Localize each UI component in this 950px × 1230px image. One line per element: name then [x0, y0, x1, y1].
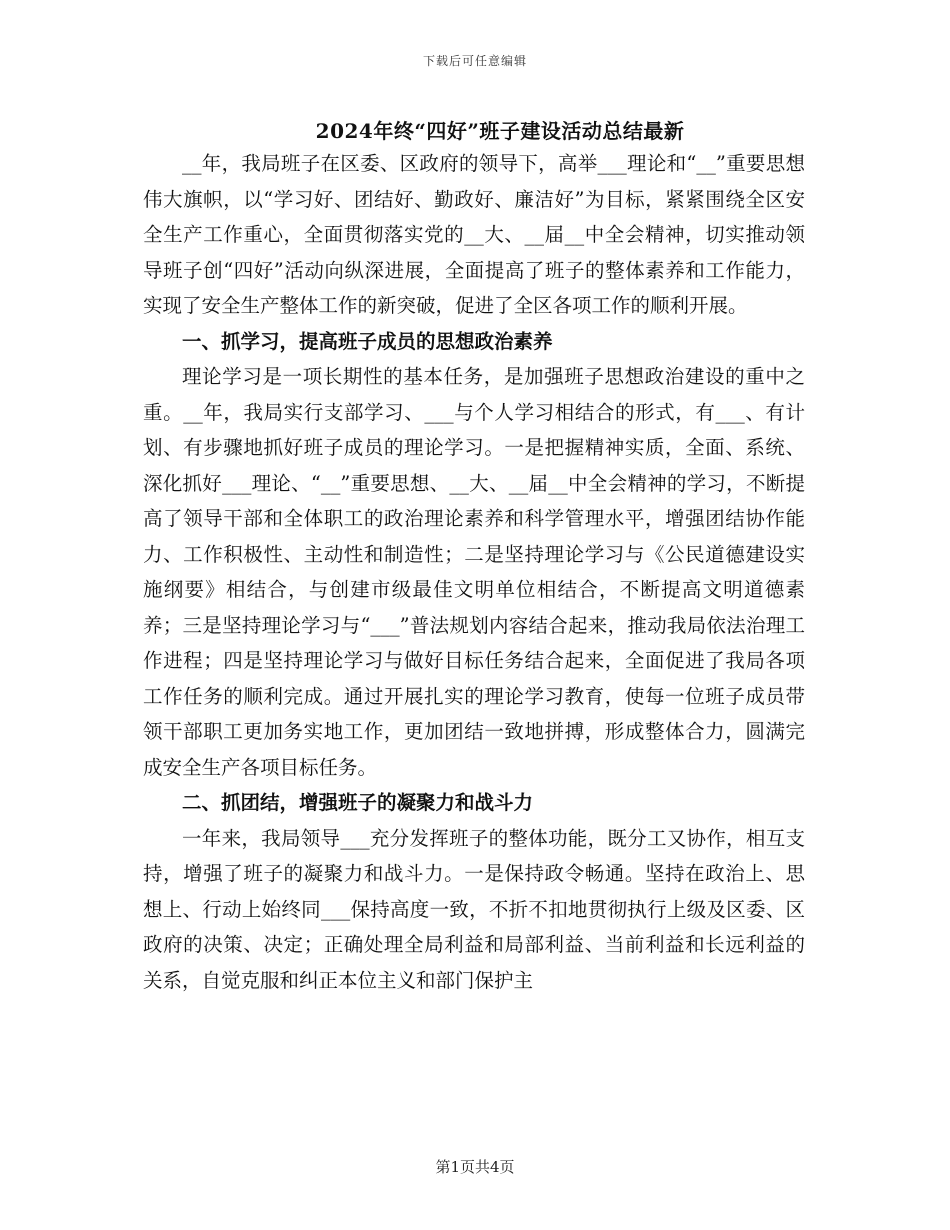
document-title: 2024年终“四好”班子建设活动总结最新	[315, 119, 685, 143]
page-number: 第1页共4页	[435, 1158, 515, 1176]
header-note: 下载后可任意编辑	[422, 54, 527, 68]
section-2-paragraph: 一年来，我局领导___充分发挥班子的整体功能，既分工又协作，相互支持，增强了班子的凝聚力和战斗力。一是保持政令畅通。坚持在政治上、思想上、行动上始终同___保持高度一致，不折不扣地贯彻执行上级及区委、区政府的决策、决定；正确处理全局利益和局部利益、当前利益和长远利益的关系，自觉克服和纠正本位主义和部门保护主	[143, 826, 805, 992]
section-2-heading: 二、抓团结，增强班子的凝聚力和战斗力	[182, 791, 534, 814]
intro-paragraph: __年，我局班子在区委、区政府的领导下，高举___理论和“__”重要思想伟大旗帜，以“学习好、团结好、勤政好、廉洁好”为目标，紧紧围绕全区安全生产工作重心，全面贯彻落实党的__大、__届__中全会精神，切实推动领导班子创“四好”活动向纵深进展，全面提高了班子的整体素养和工作能力，实现了安全生产整体工作的新突破，促进了全区各项工作的顺利开展。	[143, 152, 805, 317]
section-1-heading: 一、抓学习，提高班子成员的思想政治素养	[182, 329, 553, 353]
section-1-paragraph: 理论学习是一项长期性的基本任务，是加强班子思想政治建设的重中之重。__年，我局实行支部学习、___与个人学习相结合的形式，有___、有计划、有步骤地抓好班子成员的理论学习。一是把握精神实质，全面、系统、深化抓好___理论、“__”重要思想、__大、__届__中全会精神的学习，不断提高了领导干部和全体职工的政治理论素养和科学管理水平，增强团结协作能力、工作积极性、主动性和制造性；二是坚持理论学习与《公民道德建设实施纲要》相结合，与创建市级最佳文明单位相结合，不断提高文明道德素养；三是坚持理论学习与“___”普法规划内容结合起来，推动我局依法治理工作进程；四是坚持理论学习与做好目标任务结合起来，全面促进了我局各项工作任务的顺利完成。通过开展扎实的理论学习教育，使每一位班子成员带领干部职工更加务实地工作，更加团结一致地拼搏，形成整体合力，圆满完成安全生产各项目标任务。	[143, 365, 805, 779]
document-body	[143, 146, 805, 998]
